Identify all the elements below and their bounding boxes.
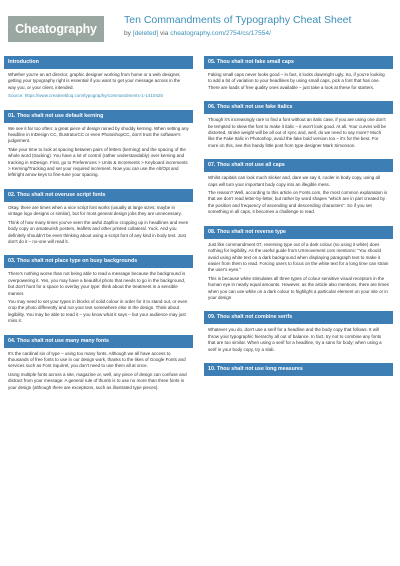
section-09-thou-shalt-not-combine-serifs bbox=[204, 311, 393, 359]
author-link[interactable]: [deleted] bbox=[132, 30, 159, 37]
section-heading: 01. Thou shalt not use default kerning bbox=[4, 110, 193, 123]
section-body bbox=[204, 69, 393, 97]
section-paragraph: Just like commandment 07, reversing type out of a dark colour (so using it white) does nothing for legibility. As the useful guide from UXmovement.com mentions: "You should avoid using white text on a dark background when displaying paragraph text to make it easier from them to read. Forcing users to focus on the white text for a long time can strain the user's eyes." bbox=[208, 241, 389, 273]
section-08-thou-shalt-not-reverse-type bbox=[204, 226, 393, 308]
section-paragraph: There's nothing worse than not being able to read a message because the background is overpowering it. Yes, you may have a beautiful photo that needs to go in the background, but don't hunt for a space to overlay your type: think about the treatment in a sensible manner. bbox=[8, 271, 186, 296]
source-link[interactable]: Source: https://www.creativebloq.com/typography/commandments-1-1410425 bbox=[8, 93, 163, 99]
section-paragraph: This is because white stimulates all three types of colour sensitive visual receptors in the human eye in nearly equal amounts. However, as the article also mentions, there are times when you can use white on a dark colour to highlight a particular element on your site or in your design bbox=[208, 275, 389, 300]
section-06-thou-shalt-not-use-fake-italics bbox=[204, 101, 393, 155]
sheet-url-link[interactable]: cheatography.com/2754/cs/17554/ bbox=[170, 30, 271, 37]
section-heading: 09. Thou shalt not combine serifs bbox=[204, 311, 393, 324]
section-04-thou-shalt-not-use-many-many-fonts bbox=[4, 335, 193, 397]
section-body bbox=[204, 172, 393, 221]
section-07-thou-shalt-not-use-all-caps bbox=[204, 159, 393, 221]
section-heading: 06. Thou shalt not use fake italics bbox=[204, 101, 393, 114]
section-paragraph: Faking small caps never looks good – in fact, it looks downright ugly. So, if you're looking to add a bit of variation to your headlines by using small caps, pick a font that has one. There are loads of free quality ones available – just take a look at these for starters. bbox=[208, 72, 385, 90]
section-10-thou-shalt-not-use-long-measures bbox=[204, 363, 393, 376]
section-body bbox=[4, 268, 193, 330]
section-paragraph: It's the cardinal sin of type – using too many fonts. Although we all have access to thousands of free fonts to use in our design work, thanks to the likes of Google Fonts and services such as Font Squirrel, you don't need to use them all at once. bbox=[8, 350, 186, 369]
section-03-thou-shalt-not-place-type-on-busy-bac bbox=[4, 255, 193, 330]
section-paragraph: We see it far too often: a great piece of design ruined by shoddy kerning. When setting any headline in InDesign CC, IllustratorCC or even PhotoshopCC, don't trust the software's judgement. bbox=[8, 125, 189, 144]
right-column bbox=[204, 56, 393, 380]
section-heading: 07. Thou shalt not use all caps bbox=[204, 159, 393, 172]
section-paragraph: Think of how many times you've seen the awful Zapfino cropping up in headlines and even body copy on amateurish posters, leaflets and other printed collateral. Yuck. And you definitely shouldn't be even thinking about using a script font of any kind in body text. Just don't do it – no-one will read it. bbox=[8, 219, 189, 244]
section-heading: 05. Thou shalt not fake small caps bbox=[204, 56, 393, 69]
cheatography-logo[interactable]: Cheatography bbox=[8, 16, 104, 42]
left-column bbox=[4, 56, 193, 401]
byline bbox=[124, 30, 271, 37]
section-paragraph: The reason? Well, according to this article on Fonts.com, the most common explanation is that we don't read letter-by-letter, but rather by word shapes "which are in part created by the position and frequency of ascending and descending characters". So if you set something in all caps, it becomes a challenge to read. bbox=[208, 190, 388, 215]
page-title: Ten Commandments of Typography Cheat Sheet bbox=[124, 14, 352, 26]
section-05-thou-shalt-not-fake-small-caps bbox=[204, 56, 393, 97]
section-02-thou-shalt-not-overuse-script-fonts bbox=[4, 189, 193, 251]
section-heading: 04. Thou shalt not use many many fonts bbox=[4, 335, 193, 348]
section-heading: 10. Thou shalt not use long measures bbox=[204, 363, 393, 376]
section-body bbox=[4, 123, 193, 185]
section-body bbox=[4, 202, 193, 251]
byline-via: via bbox=[159, 30, 169, 37]
section-paragraph: You may need to set your types in blocks of solid colour in order for it to stand out, or even crop the photo differently and run your text somewhere else in the design. Think about legibility. You may be able to read it – you know what it says – but your audience may just miss it. bbox=[8, 298, 188, 324]
section-paragraph: Whether you're an art director, graphic designer working from home or a web designer, getting your typography right is essential if you want to get your message across in the way you, or your client, intended. bbox=[8, 72, 181, 90]
section-paragraph: Using multiple fonts across a site, magazine or, well, any piece of design can confuse and distract from your message. A general rule of thumb is to use no more than three fonts in your design (although there are exceptions, such as illustrated type pieces). bbox=[8, 371, 187, 390]
section-paragraph: Though it's increasingly rare to find a font without an italic case, if you are using one don't be tempted to skew the font to make it italic – it won't look good. At all. Your curves will be distorted, stroke weight will be all out of sync and, well, do we need to say more? Much like the Fake Italic in Photoshop, avoid the fake bold version too – it's for the best. For more on this, see this handy little post from type designer Mark Simonson. bbox=[208, 117, 386, 148]
page-header bbox=[6, 10, 394, 58]
section-body bbox=[204, 239, 393, 308]
section-01-thou-shalt-not-use-default-kerning bbox=[4, 110, 193, 185]
section-heading: Introduction bbox=[4, 56, 193, 69]
section-paragraph: Okay, there are times when a nice script font works (usually at large sizes; maybe in vintage logo designs or similar), but for most general design jobs they are unnecessary. bbox=[8, 204, 182, 217]
section-heading: 08. Thou shalt not reverse type bbox=[204, 226, 393, 239]
section-heading: 03. Thou shalt not place type on busy backgrounds bbox=[4, 255, 193, 268]
section-heading: 02. Thou shalt not overuse script fonts bbox=[4, 189, 193, 202]
byline-prefix: by bbox=[124, 30, 131, 37]
section-paragraph: Whatever you do, don't use a serif for a headline and the body copy that follows. It will throw your typographic hierarchy all out of balance. In fact, try not to combine any fonts that are too similar. When using a serif for a headline, try a sans for body; when using a serif in your body copy, try a slab. bbox=[208, 327, 382, 352]
section-paragraph: Whilst capitals can look much slicker and, dare we say it, cooler in body copy, using all caps will turn your important body copy into an illegible mess. bbox=[208, 175, 380, 187]
section-body bbox=[4, 69, 193, 106]
section-paragraph: Take your time to look at spacing between pairs of letters (kerning) and the spacing of the whole word (tracking). You have a lot of control (rather understandably) over kerning and tracking in InDesign. First, go to Preferences > Units & Increments > Keyboard increments > Kerning/Tracking and set your required increment. Now you can use the Alt/Opt and left/right arrow keys to fine-tune your spacing. bbox=[8, 146, 188, 178]
section-body bbox=[204, 114, 393, 155]
section-body bbox=[204, 324, 393, 359]
section-introduction bbox=[4, 56, 193, 106]
section-body bbox=[4, 348, 193, 397]
